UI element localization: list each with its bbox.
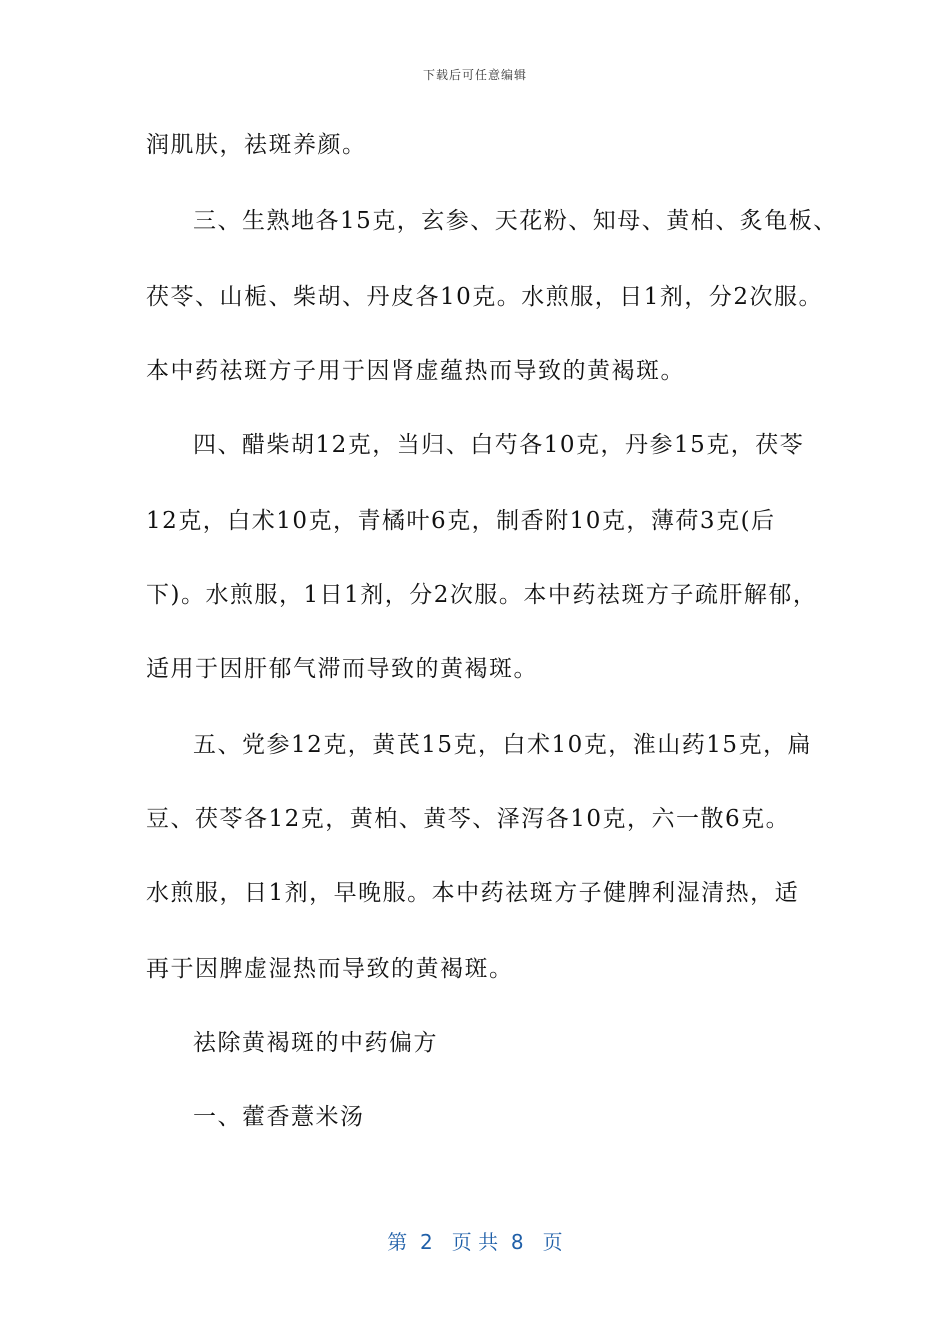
body-line: 本中药祛斑方子用于因肾虚蕴热而导致的黄褐斑。 bbox=[146, 358, 685, 384]
body-line: 润肌肤，祛斑养颜。 bbox=[146, 132, 367, 158]
body-line: 四、醋柴胡12克，当归、白芍各10克，丹参15克，茯苓 bbox=[193, 432, 805, 458]
subsection-heading: 一、藿香薏米汤 bbox=[193, 1104, 365, 1130]
section-heading: 祛除黄褐斑的中药偏方 bbox=[193, 1030, 438, 1056]
body-line: 再于因脾虚湿热而导致的黄褐斑。 bbox=[146, 956, 514, 982]
page-header-note: 下载后可任意编辑 bbox=[422, 68, 527, 82]
page-number: 第 2 页 共 8 页 bbox=[387, 1230, 563, 1254]
body-line: 12克，白术10克，青橘叶6克，制香附10克，薄荷3克(后 bbox=[146, 508, 776, 534]
body-line: 三、生熟地各15克，玄参、天花粉、知母、黄柏、炙龟板、 bbox=[193, 208, 838, 234]
body-line: 茯苓、山栀、柴胡、丹皮各10克。水煎服，日1剂，分2次服。 bbox=[146, 284, 824, 310]
body-line: 水煎服，日1剂，早晚服。本中药祛斑方子健脾利湿清热，适 bbox=[146, 880, 800, 906]
body-line: 豆、茯苓各12克，黄柏、黄芩、泽泻各10克，六一散6克。 bbox=[146, 806, 791, 832]
body-line: 五、党参12克，黄芪15克，白术10克，淮山药15克，扁 bbox=[193, 732, 813, 758]
body-line: 下)。水煎服，1日1剂，分2次服。本中药祛斑方子疏肝解郁， bbox=[146, 582, 818, 608]
body-line: 适用于因肝郁气滞而导致的黄褐斑。 bbox=[146, 656, 538, 682]
